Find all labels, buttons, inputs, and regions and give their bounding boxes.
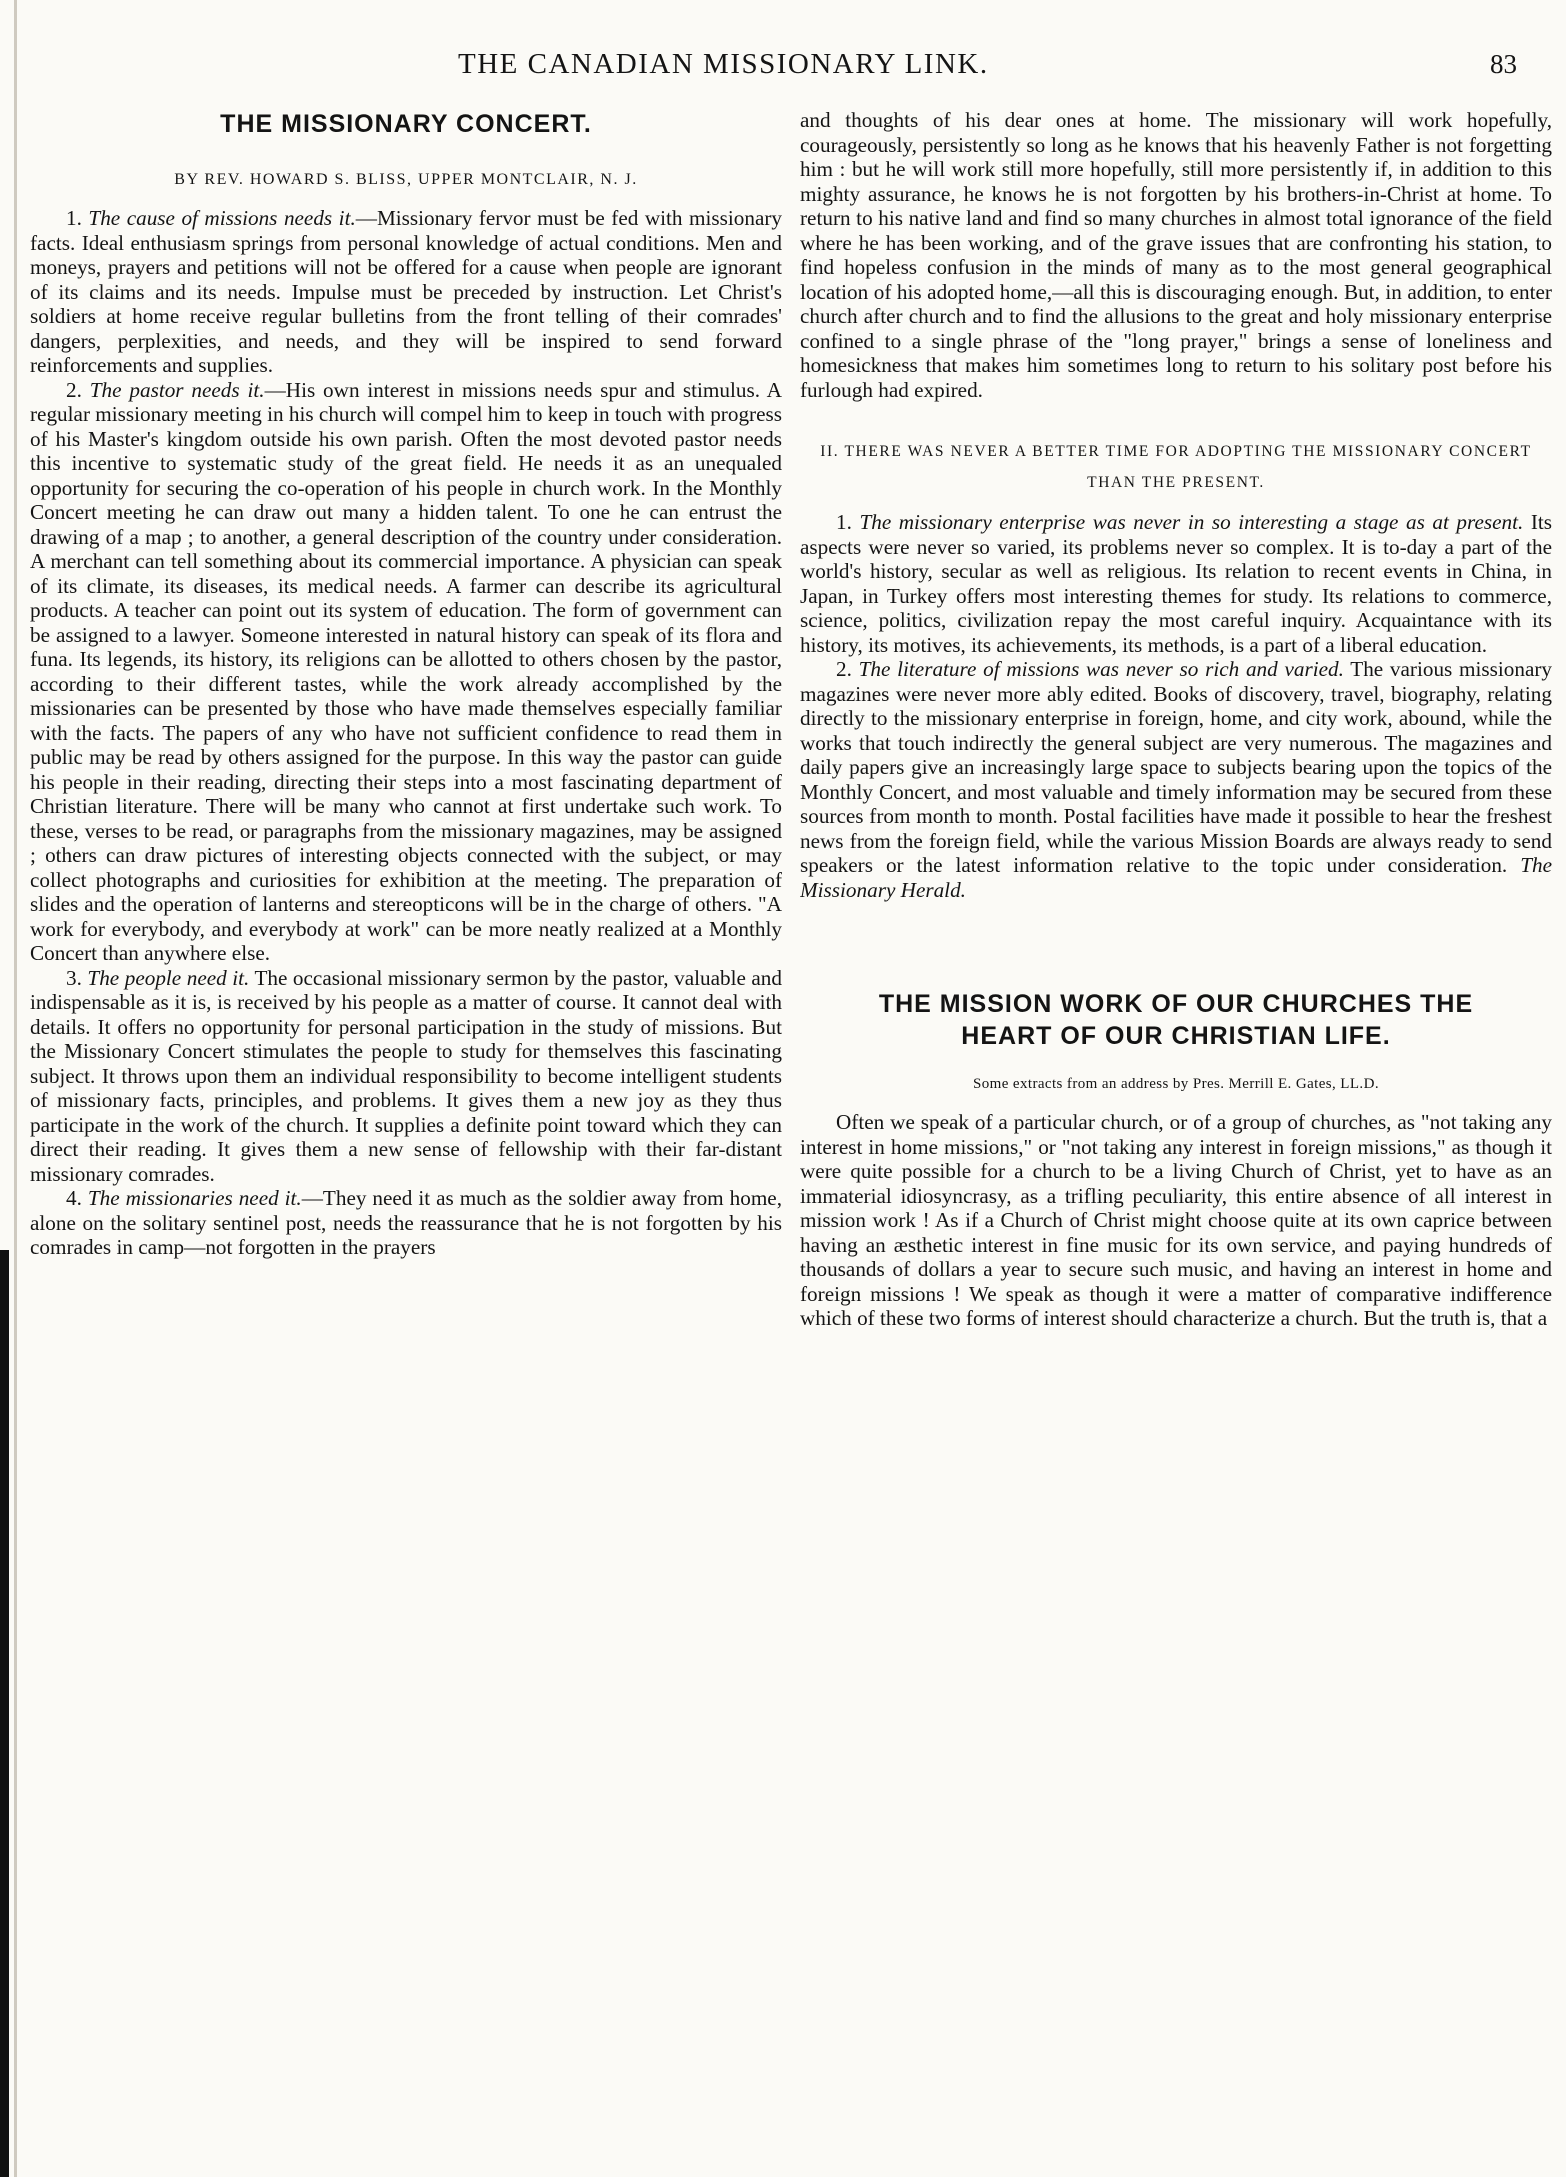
article-title: THE MISSIONARY CONCERT. xyxy=(220,110,592,138)
paragraph-heading: The pastor needs it. xyxy=(89,377,265,402)
paragraph-number: 4. xyxy=(66,1186,82,1210)
paragraph-number: 1. xyxy=(836,510,852,534)
paragraph-text: —They need it as much as the soldier away from home, alone on the solitary sentinel post, needs the reassurance that he is not forgotten by his comrades in camp—not forgotten in the prayers xyxy=(30,1186,782,1259)
section2-paragraph-2 xyxy=(800,657,1552,902)
paragraph-number: 3. xyxy=(66,965,82,990)
scan-edge-line xyxy=(14,0,17,2177)
paragraph-number: 1. xyxy=(66,206,82,230)
page-header xyxy=(0,46,1566,86)
paragraph-text: Its aspects were never so varied, its problems never so complex. It is to-day a part of the world's history, secular as well as religious. Its relation to recent events in China, in Japan, in Turkey offers most interesting themes for study. Its relations to commerce, science, politics, civilization repay the most careful inquiry. Acquaintance with its history, its motives, its achievements, its methods, is a part of a liberal education. xyxy=(800,510,1552,657)
source-citation: The Missionary Herald. xyxy=(800,853,1552,902)
paragraph-3 xyxy=(30,966,782,1187)
paragraph-heading: The people need it. xyxy=(87,965,250,990)
section2-paragraph-1 xyxy=(800,510,1552,657)
article2-title-line2: HEART OF OUR CHRISTIAN LIFE. xyxy=(961,1022,1391,1050)
paragraph-text: The occasional missionary sermon by the pastor, valuable and indispensable as it is, is received by his people as a matter of course. It cannot deal with details. It offers no opportunity for personal participation in the study of missions. But the Missionary Concert stimulates the people to study for themselves this fascinating subject. It throws upon them an individual responsibility to become intelligent students of missionary facts, principles, and problems. It gives them a new joy as they thus participate in the work of the church. It supplies a definite point toward which they can direct their reading. It gives them a new sense of fellowship with their far-distant missionary comrades. xyxy=(30,965,782,1186)
paragraph-2 xyxy=(30,378,782,966)
scan-edge-shadow xyxy=(0,1250,9,2177)
paragraph-number: 2. xyxy=(836,657,852,681)
paragraph-heading: The missionary enterprise was never in so interesting a stage as at present. xyxy=(859,510,1524,534)
left-column xyxy=(30,108,782,2158)
paragraph-heading: The missionaries need it. xyxy=(87,1186,302,1210)
page-number: 83 xyxy=(1490,49,1517,79)
paragraph-text: The various missionary magazines were never more ably edited. Books of discovery, travel, biography, relating directly to the missionary enterprise in foreign, home, and city work, abound, while the works that touch indirectly the general subject are very numerous. The magazines and daily papers give an increasingly large space to subjects bearing upon the topics of the Monthly Concert, and most valuable and timely information may be secured from these sources from month to month. Postal facilities have made it possible to hear the freshest news from the foreign field, while the various Mission Boards are always ready to send speakers or the latest information relative to the topic under consideration. xyxy=(800,657,1552,877)
paragraph-number: 2. xyxy=(66,377,82,402)
paragraph-text: —His own interest in missions needs spur and stimulus. A regular missionary meeting in his church will compel him to keep in touch with progress of his Master's kingdom outside his own parish. Often the most devoted pastor needs this incentive to systematic study of the great field. He needs it as an unequaled opportunity for securing the co-operation of his people in church work. In the Monthly Concert meeting he can draw out many a hidden talent. To one he can entrust the drawing of a map ; to another, a general description of the country under consideration. A merchant can tell something about its commercial importance. A physician can speak of its climate, its diseases, its medical needs. A farmer can describe its agricultural products. A teacher can point out its system of education. The form of government can be assigned to a lawyer. Someone interested in natural history can speak of its flora and funa. Its legends, its history, its religions can be allotted to others chosen by the pastor, according to their different tastes, while the work already accomplished by the missionaries can be presented by those who have made themselves especially familiar with the facts. The papers of any who have not sufficient confidence to read them in public may be read by others assigned for the purpose. In this way the pastor can guide his people in their reading, directing their steps into a most fascinating department of Christian literature. There will be many who cannot at first undertake such work. To these, verses to be read, or paragraphs from the missionary magazines, may be assigned ; others can draw pictures of interesting objects connected with the subject, or may collect photographs and curiosities for exhibition at the meeting. The preparation of slides and the operation of lanterns and stereopticons will be in the charge of others. "A work for everybody, and everybody at work" can be more neatly realized at a Monthly Concert than anywhere else. xyxy=(30,377,782,965)
running-head: THE CANADIAN MISSIONARY LINK. xyxy=(458,48,989,80)
spacer xyxy=(800,902,1552,988)
paragraph-text: —Missionary fervor must be fed with missionary facts. Ideal enthusiasm springs from personal knowledge of actual conditions. Men and moneys, prayers and petitions will not be offered for a cause when people are ignorant of its claims and its needs. Impulse must be preceded by instruction. Let Christ's soldiers at home receive regular bulletins from the front telling of their comrades' dangers, perplexities, and needs, and they will be inspired to send forward reinforcements and supplies. xyxy=(30,206,782,377)
article2-note: Some extracts from an address by Pres. Merrill E. Gates, LL.D. xyxy=(973,1076,1379,1092)
article2-paragraph-1: Often we speak of a particular church, or of a group of churches, as "not taking any interest in home missions," or "not taking any interest in foreign missions," as though it were quite possible for a church to be a living Church of Christ, yet to have as an immaterial idiosyncrasy, as a trifling peculiarity, this entire absence of all interest in mission work ! As if a Church of Christ might choose quite at its own caprice between having an æsthetic interest in fine music for its own service, and paying hundreds of thousands of dollars a year to secure such music, and having an interest in home and foreign missions ! We speak as though it were a matter of comparative indifference which of these two forms of interest should characterize a church. But the truth is, that a xyxy=(800,1110,1552,1330)
right-column xyxy=(800,108,1552,2158)
paragraph-1 xyxy=(30,206,782,378)
section-heading: II. THERE WAS NEVER A BETTER TIME FOR ADOPTING THE MISSIONARY CONCERT THAN THE PRESENT. xyxy=(820,443,1532,491)
article2-title-line1: THE MISSION WORK OF OUR CHURCHES THE xyxy=(878,990,1474,1018)
paragraph-heading: The cause of missions needs it. xyxy=(88,206,356,230)
paragraph-heading: The literature of missions was never so rich and varied. xyxy=(858,657,1344,681)
article-byline: BY REV. HOWARD S. BLISS, UPPER MONTCLAIR, N. J. xyxy=(174,171,638,188)
paragraph-4 xyxy=(30,1186,782,1260)
paragraph-4-continued: and thoughts of his dear ones at home. The missionary will work hopefully, courageously, persistently so long as he knows that his heavenly Father is not forgetting him : but he will work still more hopefully, still more persistently if, in addition to this mighty assurance, he knows he is not forgotten by his brothers-in-Christ at home. To return to his native land and find so many churches in almost total ignorance of the field where he has been working, and of the grave issues that are confronting his station, to find hopeless confusion in the minds of many as to the most general geographical location of his adopted home,—all this is discouraging enough. But, in addition, to enter church after church and to find the allusions to the great and holy missionary enterprise confined to a single phrase of the "long prayer," brings a sense of loneliness and homesickness that makes him sometimes long to return to his solitary post before his furlough had expired. xyxy=(800,108,1552,402)
